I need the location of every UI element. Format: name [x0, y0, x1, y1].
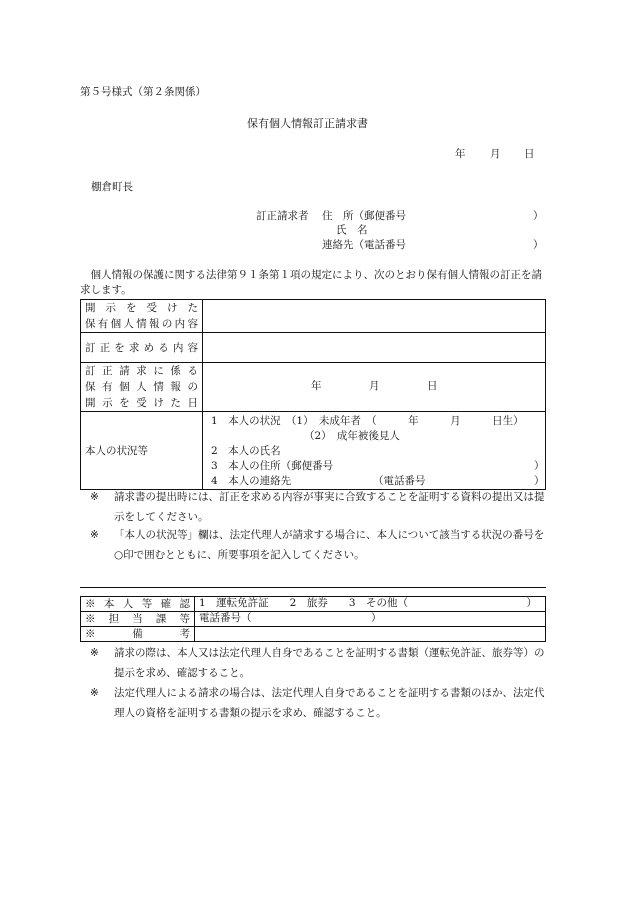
office-row-department-label — [81, 612, 195, 627]
correction-content-field[interactable] — [203, 333, 546, 363]
department-phone-label: 電話番号（ — [199, 612, 252, 625]
date-year: 年 — [455, 148, 466, 160]
label-line: 本人の状況等 — [85, 444, 148, 457]
label-line: 訂正請求に係る — [85, 365, 198, 377]
date-month: 月 — [490, 148, 501, 160]
status-field[interactable] — [203, 412, 546, 490]
label-line: 開示を受けた — [85, 302, 198, 314]
note-item — [80, 683, 546, 723]
date-day: 日 — [524, 148, 535, 160]
department-field[interactable] — [195, 612, 546, 627]
status-item-1b: （2） 成年被後見人 — [304, 430, 400, 442]
disclosure-date-month: 月 — [369, 380, 380, 392]
note-text: 法定代理人による請求の場合は、法定代理人自身であることを証明する書類のほか、法定代理人の資格を証明する書類の提示を求め、確認すること。 — [114, 687, 545, 719]
office-table — [80, 596, 546, 642]
label-line: 保有個人情報の — [85, 381, 198, 393]
row-disclosure-date-label — [81, 363, 203, 412]
requester-contact-close: ） — [533, 239, 544, 251]
requester-address-label: 住 所（郵便番号 — [322, 210, 406, 222]
office-row-remarks-label — [81, 627, 195, 642]
document-title: 保有個人情報訂正請求書 — [247, 117, 368, 130]
label-line: ※担当課等 — [85, 613, 190, 625]
label-line: 訂正を求める内容 — [85, 341, 198, 354]
status-item-1: 1 本人の状況 （1） 未成年者 （ 年 月 日生） — [211, 415, 524, 427]
label-line: ※本人等確認 — [85, 598, 190, 610]
requester-contact-label: 連絡先（電話番号 — [322, 239, 406, 251]
label-line: ※備考 — [85, 628, 190, 640]
note-item — [80, 487, 546, 527]
note-text: 請求の際は、本人又は法定代理人自身であることを証明する書類（運転免許証、旅券等）の提示を求め、確認すること。 — [114, 647, 545, 679]
label-line: 保有個人情報の内容 — [85, 318, 198, 330]
identity-check-close: ） — [526, 597, 537, 609]
requester-label: 訂正請求者 — [256, 210, 309, 222]
status-item-3-close: ） — [534, 460, 545, 472]
disclosure-date-field[interactable] — [203, 363, 546, 412]
section-divider — [80, 587, 546, 588]
requester-name-label: 氏 名 — [336, 224, 368, 236]
note-mark: ※ — [90, 687, 99, 699]
note-mark: ※ — [90, 529, 99, 541]
main-table — [80, 299, 546, 490]
note-text: 「本人の状況等」欄は、法定代理人が請求する場合に、本人について該当する状況の番号を○印で囲むとともに、所要事項を記入してください。 — [114, 529, 545, 561]
note-item — [80, 643, 546, 683]
label-line: 開示を受けた日 — [85, 397, 198, 409]
row-status-label — [81, 412, 203, 490]
disclosed-content-field[interactable] — [203, 300, 546, 333]
intro-paragraph: 個人情報の保護に関する法律第９１条第１項の規定により、次のとおり保有個人情報の訂正を請求します。 — [80, 269, 542, 296]
note-text: 請求書の提出時には、訂正を求める内容が事実に合致することを証明する資料の提出又は提示をしてください。 — [114, 491, 545, 523]
status-item-4-close: ） — [534, 475, 545, 487]
requester-address-close: ） — [533, 210, 544, 222]
note-mark: ※ — [90, 491, 99, 503]
status-item-4: 4 本人の連絡先 — [211, 475, 292, 487]
row-correction-content-label — [81, 333, 203, 363]
row-disclosed-content-label — [81, 300, 203, 333]
status-item-3: 3 本人の住所（郵便番号 — [211, 460, 334, 472]
remarks-field[interactable] — [195, 627, 546, 642]
identity-check-options: 1 運転免許証 2 旅券 3 その他（ — [199, 597, 409, 610]
department-phone-close: ） — [371, 612, 382, 624]
addressee: 棚倉町長 — [91, 181, 133, 193]
office-row-identity-label — [81, 597, 195, 612]
disclosure-date-day: 日 — [427, 380, 438, 392]
identity-check-field[interactable] — [195, 597, 546, 612]
status-item-2: 2 本人の氏名 — [211, 445, 281, 457]
note-item — [80, 525, 546, 565]
note-mark: ※ — [90, 647, 99, 659]
form-number: 第５号様式（第２条関係） — [80, 86, 206, 98]
status-item-4-phone: （電話番号 — [373, 475, 426, 487]
disclosure-date-year: 年 — [311, 380, 322, 392]
